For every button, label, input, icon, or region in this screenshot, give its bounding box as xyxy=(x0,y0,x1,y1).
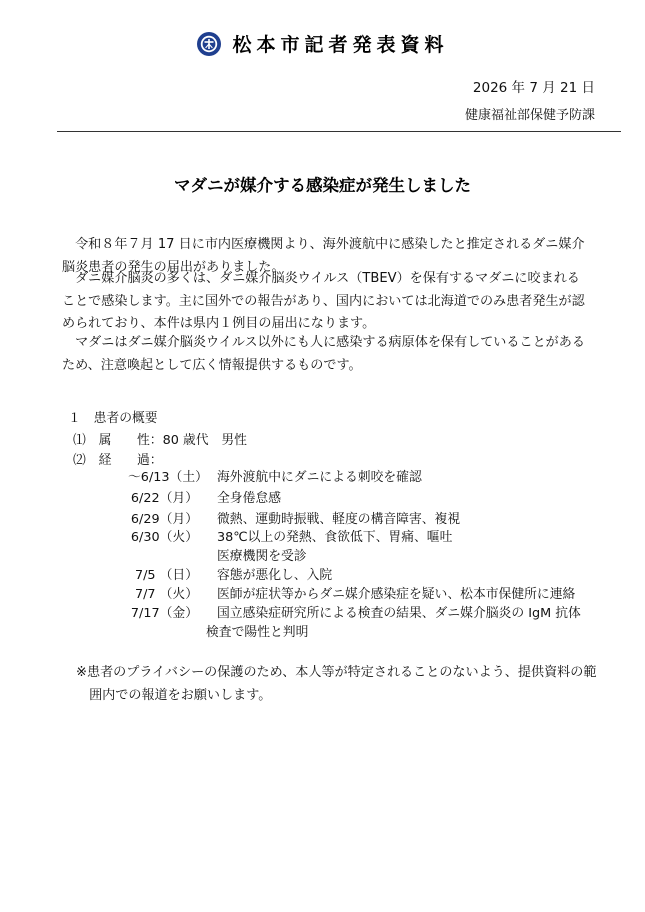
city-emblem-icon xyxy=(196,31,222,57)
timeline-date: 7/5 （日） xyxy=(134,568,198,583)
timeline-desc: 容態が悪化し、入院 xyxy=(217,568,333,583)
timeline-desc: 海外渡航中にダニによる刺咬を確認 xyxy=(217,470,422,485)
timeline-desc: 医療機関を受診 xyxy=(217,549,307,564)
timeline-date: 7/7 （火） xyxy=(134,587,198,602)
paragraph-2: ダニ媒介脳炎の多くは、ダニ媒介脳炎ウイルス（TBEV）を保有するマダニに咬まれることで感染します。主に国外での報告があり、国内においては北海道でのみ患者発生が認められており、本件は県内１例目の届出になります。 xyxy=(62,271,585,331)
timeline-date: ～6/13（土） xyxy=(128,470,208,485)
release-date: 2026 年 7 月 21 日 xyxy=(472,80,595,96)
timeline-desc: 微熱、運動時振戦、軽度の構音障害、複視 xyxy=(217,512,461,527)
timeline-desc: 検査で陽性と判明 xyxy=(206,625,309,640)
timeline-date: 6/30（火） xyxy=(130,530,198,545)
timeline-date: 6/22（月） xyxy=(130,491,198,506)
header-divider xyxy=(57,131,621,132)
header-title: 松本市記者発表資料 xyxy=(232,34,449,56)
course-label: ⑵ 経 過： xyxy=(73,453,163,468)
press-release-header xyxy=(0,30,645,57)
patient-attribute: ⑴ 属 性：80 歳代 男性 xyxy=(73,433,247,448)
timeline-date: 6/29（月） xyxy=(130,512,198,527)
timeline-date: 7/17（金） xyxy=(130,606,198,621)
paragraph-1: 令和８年７月 17 日に市内医療機関より、海外渡航中に感染したと推定されるダニ媒介脳炎患者の発生の届出がありました。 xyxy=(62,237,585,275)
department-name: 健康福祉部保健予防課 xyxy=(464,108,595,123)
timeline-desc: 38℃以上の発熱、食欲低下、胃痛、嘔吐 xyxy=(217,530,453,545)
privacy-note: ※患者のプライバシーの保護のため、本人等が特定されることのないよう、提供資料の範囲内での報道をお願いします。 xyxy=(76,665,597,703)
section-title: １ 患者の概要 xyxy=(68,411,158,426)
paragraph-3: マダニはダニ媒介脳炎ウイルス以外にも人に感染する病原体を保有していることがあるため、注意喚起として広く情報提供するものです。 xyxy=(62,335,585,373)
timeline-desc: 医師が症状等からダニ媒介感染症を疑い、松本市保健所に連絡 xyxy=(217,587,576,602)
document-title: マダニが媒介する感染症が発生しました xyxy=(174,176,471,195)
timeline-desc: 全身倦怠感 xyxy=(217,491,281,506)
timeline-desc: 国立感染症研究所による検査の結果、ダニ媒介脳炎の IgM 抗体 xyxy=(217,606,581,621)
